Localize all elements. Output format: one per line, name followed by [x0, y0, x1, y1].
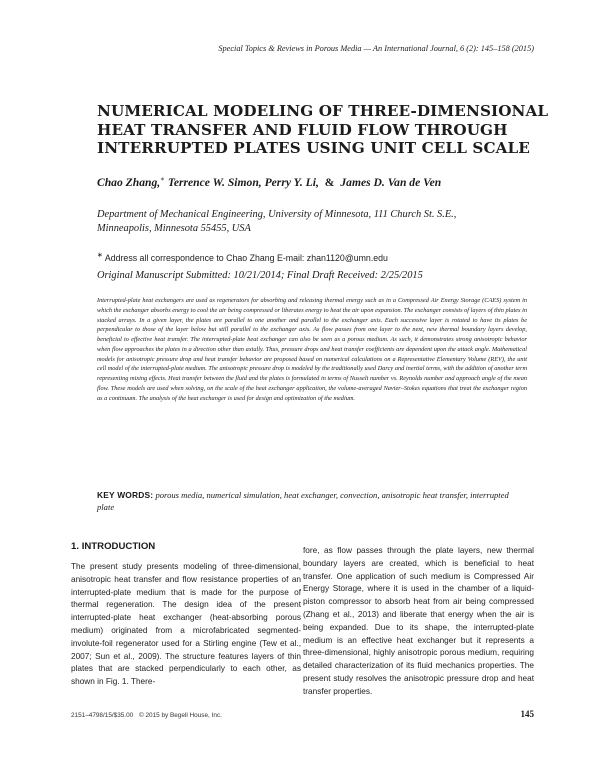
correspondence-mark: ∗ — [97, 252, 103, 259]
keywords — [97, 490, 527, 513]
keywords-text: porous media, numerical simulation, heat exchanger, convection, anisotropic heat transfer, interrupted plate — [97, 490, 509, 512]
affiliation-line: Department of Mechanical Engineering, University of Minnesota, 111 Church St. S.E., — [97, 209, 457, 220]
author-name: James D. Van de Ven — [340, 175, 442, 189]
keywords-label: KEY WORDS: — [97, 490, 154, 500]
correspondence-note — [97, 251, 388, 263]
title-line: NUMERICAL MODELING OF THREE-DIMENSIONAL — [97, 102, 549, 120]
affiliation — [97, 208, 527, 236]
intro-paragraph-left-column: The present study presents modeling of three-dimensional, anisotropic heat transfer and flow resistance properties of an interrupted-plate medium that is made for the purpose of thermal regeneration. The design idea of the present interrupted-plate heat exchanger (heat-absorbing porous medium) originated from a microfabricated segmented-involute-foil regenerator used for a Stirling engine (Tew et al., 2007; Sun et al., 2009). The structure features layers of thin plates that are stacked perpendicularly to each other, as shown in Fig. 1. There- — [71, 562, 301, 687]
title-line: HEAT TRANSFER AND FLUID FLOW THROUGH — [97, 120, 508, 139]
author-name: Perry Y. Li, — [264, 175, 319, 189]
author-name: Terrence W. Simon, — [167, 175, 262, 189]
author-name: Chao Zhang, — [97, 175, 161, 189]
author-list — [97, 175, 441, 189]
section-heading — [71, 541, 155, 552]
paper-title — [97, 102, 549, 158]
abstract: Interrupted-plate heat exchangers are used as regenerators for absorbing and releasing thermal energy such as in a Compressed Air Energy Storage (CAES) system in which the exchanger absorbs energy to cool the air being compressed or liberates energy to heat the air upon expansion. The exchanger consists of layers of thin plates in stacked arrays. In a given layer, the plates are parallel to one another and parallel to the exchanger axis. Each successive layer is rotated to have its plates be perpendicular to those of the layer below but still parallel to the exchanger axis. As flow passes from one layer to the next, new thermal boundary layers develop, beneficial to effective heat transfer. The interrupted-plate heat exchanger can also be seen as a porous medium. As such, it demonstrates strong anisotropic behavior when flow approaches the plates in a direction other than axially. Thus, pressure drops and heat transfer coefficients are dependent upon the attack angle. Mathematical models for anisotropic pressure drop and heat transfer behavior are proposed based on numerical calculations on a Representative Elementary Volume (REV), the unit cell model of the interrupted-plate medium. The anisotropic pressure drop is modeled by the traditionally used Darcy and inertial terms, with the addition of another term representing mixing effects. Heat transfer between the fluid and the plates is formulated in terms of Nusselt number vs. Reynolds number and approach angle of the mean flow. These models are used when solving, on the scale of the heat exchanger application, the volume-averaged Navier–Stokes equations that treat the exchanger region as a continuum. The analysis of the heat exchanger is used for design and optimization of the medium. — [97, 297, 527, 402]
section-number: 1. — [71, 541, 80, 552]
journal-header: Special Topics & Reviews in Porous Media — An International Journal, 6 (2): 145–158 (2015) — [218, 44, 534, 53]
corresponding-author-mark: ∗ — [160, 175, 165, 183]
page-number: 145 — [520, 709, 534, 719]
submission-dates: Original Manuscript Submitted: 10/21/2014; Final Draft Received: 2/25/2015 — [97, 270, 423, 281]
title-line: INTERRUPTED PLATES USING UNIT CELL SCALE — [97, 139, 530, 157]
author-ampersand: & — [324, 175, 335, 189]
intro-paragraph-right-column: fore, as flow passes through the plate layers, new thermal boundary layers are created, which is beneficial to heat transfer. One application of such medium is Compressed Air Energy Storage, where it is used in the chamber of a liquid-piston compressor to absorb heat from air being compressed (Zhang et al., 2013) and liberate that energy when the air is being expanded. Due to its shape, the interrupted-plate medium is an effective heat exchanger but it represents a three-dimensional, highly anisotropic porous medium, requiring detailed characterization of its fluid mechanics properties. The present study resolves the anisotropic pressure drop and heat transfer properties. — [303, 546, 534, 696]
affiliation-line: Minneapolis, Minnesota 55455, USA — [97, 223, 251, 234]
section-title: INTRODUCTION — [81, 541, 156, 552]
footer-info — [71, 712, 222, 719]
footer-copyright: © 2015 by Begell House, Inc. — [138, 712, 222, 719]
correspondence-text: Address all correspondence to Chao Zhang E-mail: zhan1120@umn.edu — [104, 252, 388, 263]
footer-issn: 2151–4798/15/$35.00 — [71, 712, 134, 719]
